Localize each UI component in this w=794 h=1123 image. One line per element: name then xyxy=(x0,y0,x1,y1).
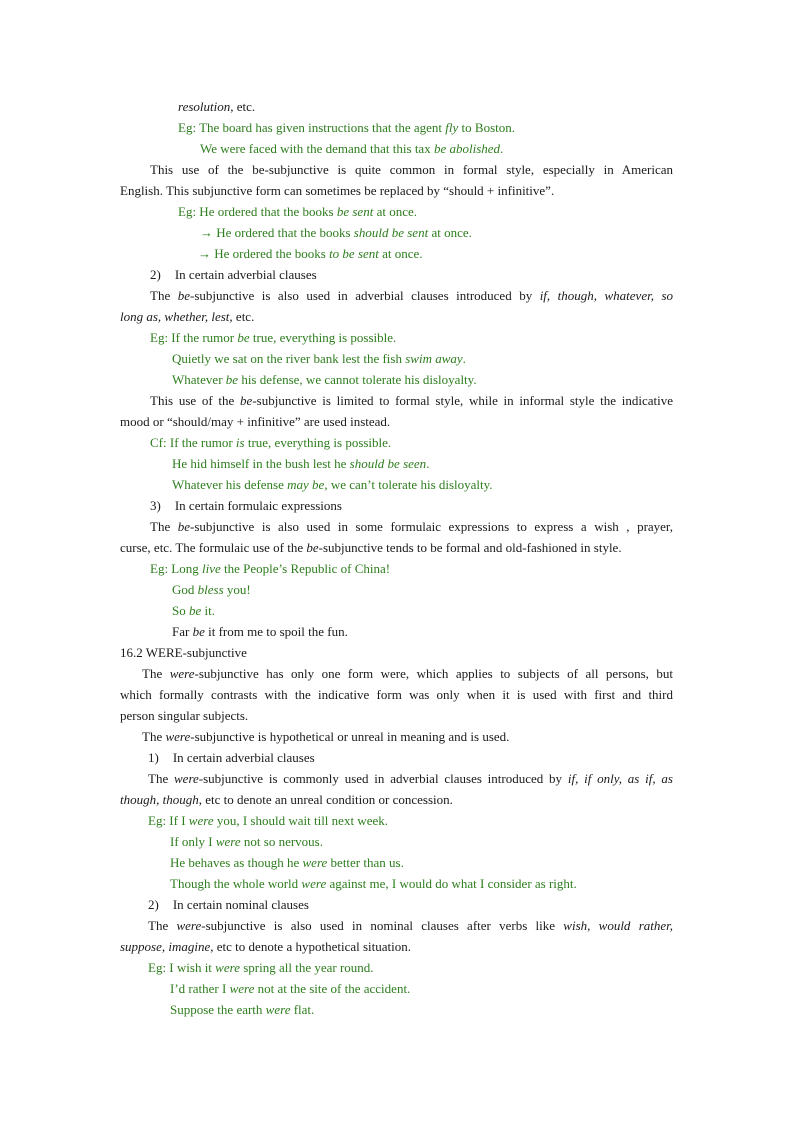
example-line: Far be it from me to spoil the fun. xyxy=(172,624,348,639)
paragraph-line: This use of the be-subjunctive is quite common in formal style, especially in American xyxy=(150,162,673,177)
paragraph-line: English. This subjunctive form can sometimes be replaced by “should + infinitive”. xyxy=(120,183,555,198)
list-heading: 2) In certain adverbial clauses xyxy=(150,267,317,282)
example-line: I’d rather I were not at the site of the accident. xyxy=(170,981,411,996)
paragraph-line: This use of the be-subjunctive is limited to formal style, while in informal style the indicative xyxy=(150,393,673,408)
example-line: Eg: If I were you, I should wait till next week. xyxy=(148,813,388,828)
example-line: If only I were not so nervous. xyxy=(170,834,323,849)
paragraph-line: suppose, imagine, etc to denote a hypothetical situation. xyxy=(120,939,412,954)
paragraph-line: The be-subjunctive is also used in some formulaic expressions to express a wish , prayer, xyxy=(150,519,673,534)
section-heading: 16.2 WERE-subjunctive xyxy=(120,645,247,660)
paragraph-line: curse, etc. The formulaic use of the be-subjunctive tends to be formal and old-fashioned in style. xyxy=(120,540,622,555)
paragraph-line: long as, whether, lest, etc. xyxy=(120,309,255,324)
paragraph-line: The were-subjunctive has only one form were, which applies to subjects of all persons, but xyxy=(142,666,673,681)
paragraph-line: The were-subjunctive is commonly used in adverbial clauses introduced by if, if only, as if, as xyxy=(148,771,673,786)
paragraph-line: which formally contrasts with the indicative form was only when it is used with first and third xyxy=(120,687,673,702)
paragraph-line: The be-subjunctive is also used in adverbial clauses introduced by if, though, whatever, so xyxy=(150,288,674,303)
example-line: Cf: If the rumor is true, everything is possible. xyxy=(150,435,392,450)
example-line: Eg: Long live the People’s Republic of China! xyxy=(150,561,391,576)
example-line: So be it. xyxy=(172,603,215,618)
example-line: Eg: The board has given instructions that the agent fly to Boston. xyxy=(178,120,515,135)
example-line: Suppose the earth were flat. xyxy=(170,1002,315,1017)
list-heading: 3) In certain formulaic expressions xyxy=(150,498,342,513)
example-line: Though the whole world were against me, I would do what I consider as right. xyxy=(170,876,577,891)
list-heading: 2) In certain nominal clauses xyxy=(148,897,309,912)
example-line: Eg: I wish it were spring all the year round. xyxy=(148,960,374,975)
example-line: Whatever his defense may be, we can’t tolerate his disloyalty. xyxy=(172,477,493,492)
paragraph-line: The were-subjunctive is hypothetical or unreal in meaning and is used. xyxy=(142,729,510,744)
list-heading: 1) In certain adverbial clauses xyxy=(148,750,315,765)
example-line: He hid himself in the bush lest he should be seen. xyxy=(172,456,430,471)
example-line: God bless you! xyxy=(172,582,251,597)
example-line: Eg: If the rumor be true, everything is possible. xyxy=(150,330,397,345)
text-line: resolution, etc. xyxy=(178,99,256,114)
paragraph-line: person singular subjects. xyxy=(120,708,249,723)
paragraph-line: The were-subjunctive is also used in nominal clauses after verbs like wish, would rather, xyxy=(148,918,673,933)
example-line: Whatever be his defense, we cannot tolerate his disloyalty. xyxy=(172,372,477,387)
example-line: Quietly we sat on the river bank lest the fish swim away. xyxy=(172,351,466,366)
paragraph-line: though, though, etc to denote an unreal condition or concession. xyxy=(120,792,453,807)
example-line: We were faced with the demand that this tax be abolished. xyxy=(200,141,504,156)
paragraph-line: mood or “should/may + infinitive” are used instead. xyxy=(120,414,391,429)
example-line: → He ordered the books to be sent at once. xyxy=(198,246,423,261)
example-line: Eg: He ordered that the books be sent at once. xyxy=(178,204,417,219)
example-line: → He ordered that the books should be sent at once. xyxy=(200,225,472,240)
example-line: He behaves as though he were better than us. xyxy=(170,855,404,870)
